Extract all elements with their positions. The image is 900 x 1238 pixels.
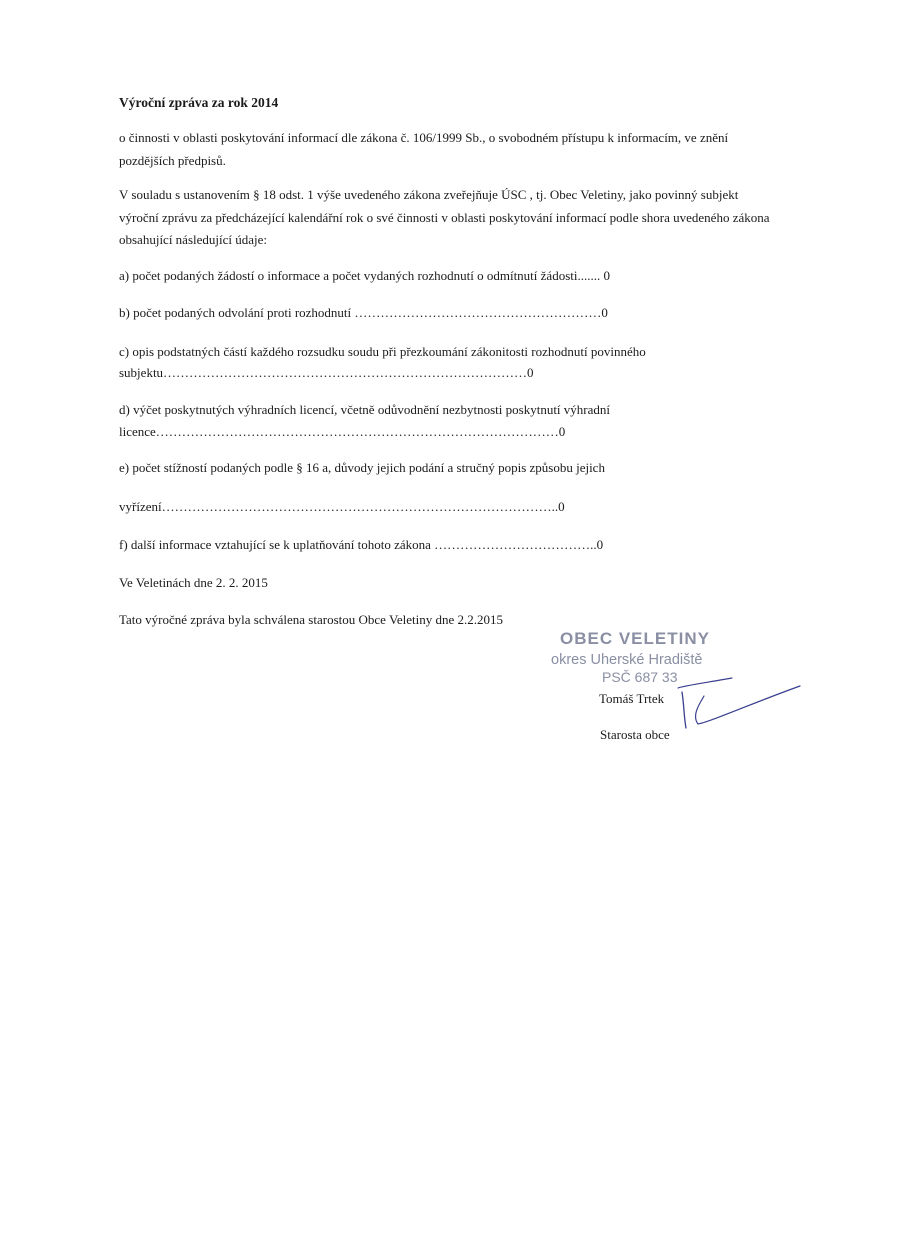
item-a: a) počet podaných žádostí o informace a počet vydaných rozhodnutí o odmítnutí žádosti....... 0 xyxy=(119,268,610,283)
item-d-line-1: d) výčet poskytnutých výhradních licencí, včetně odůvodnění nezbytnosti poskytnutí výhradní xyxy=(119,402,611,417)
item-f: f) další informace vztahující se k uplatňování tohoto zákona ………………………………..0 xyxy=(119,537,604,552)
paragraph-line-1: V souladu s ustanovením § 18 odst. 1 výše uvedeného zákona zveřejňuje ÚSC , tj. Obec Veletiny, jako povinný subjekt xyxy=(119,187,739,202)
item-c-line-2: subjektu…………………………………………………………………………0 xyxy=(119,365,534,380)
stamp-postal-code: PSČ 687 33 xyxy=(602,669,678,685)
intro-line-1: o činnosti v oblasti poskytování informací dle zákona č. 106/1999 Sb., o svobodném přístupu k informacím, ve znění xyxy=(119,130,729,145)
intro-line-2: pozdějších předpisů. xyxy=(119,153,226,168)
stamp-district: okres Uherské Hradiště xyxy=(551,652,703,668)
approval-statement: Tato výročné zpráva byla schválena starostou Obce Veletiny dne 2.2.2015 xyxy=(119,612,504,627)
item-b: b) počet podaných odvolání proti rozhodnutí …………………………………………………0 xyxy=(119,305,608,320)
document-title: Výroční zpráva za rok 2014 xyxy=(119,95,279,110)
signatory-name: Tomáš Trtek xyxy=(599,691,665,706)
signatory-role: Starosta obce xyxy=(600,727,670,742)
paragraph-line-3: obsahující následující údaje: xyxy=(119,232,268,247)
item-e-line-1: e) počet stížností podaných podle § 16 a, důvody jejich podání a stručný popis způsobu jejich xyxy=(119,460,605,475)
item-e-line-2: vyřízení………………………………………………………………………………..0 xyxy=(119,499,565,514)
paragraph-line-2: výroční zprávu za předcházející kalendářní rok o své činnosti v oblasti poskytování informací podle shora uvedeného zákona xyxy=(119,210,770,225)
stamp-municipality-name: OBEC VELETINY xyxy=(560,629,710,648)
item-d-line-2: licence…………………………………………………………………………………0 xyxy=(119,424,566,439)
item-c-line-1: c) opis podstatných částí každého rozsudku soudu při přezkoumání zákonitosti rozhodnutí povinného xyxy=(119,344,646,359)
place-date: Ve Veletinách dne 2. 2. 2015 xyxy=(119,575,268,590)
handwritten-signature xyxy=(670,670,810,740)
